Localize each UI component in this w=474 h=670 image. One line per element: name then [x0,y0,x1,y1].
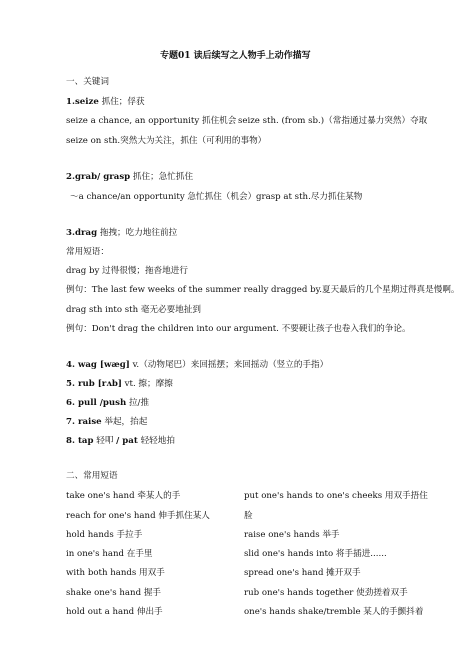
page-title: 专题01 读后续写之人物手上动作描写 [160,51,311,61]
entry-grab [66,171,193,183]
grab-line1b: grasp at sth.尽力抓住某物 [256,192,363,202]
entry-seize-head: 1.seize [66,97,99,107]
entry-rub-head: 5. rub [66,379,95,389]
entry-seize-gloss: 抓住；俘获 [98,97,145,107]
phrase-right: raise one's hands 举手 [244,530,340,540]
phrase-left: reach for one's hand 伸手抓住某人 [66,511,210,521]
phrase-right: 脸 [244,511,253,521]
entry-wag-gloss: v.（动物尾巴）来回摇摆；来回摇动（竖立的手指） [129,360,329,370]
entry-raise [66,416,147,428]
entry-tap-head: 8. tap [66,436,94,446]
phrase-right: put one's hands to one's cheeks 用双手捂住 [244,491,428,501]
entry-drag [66,227,177,239]
phrase-right: rub one's hands together 使劲搓着双手 [244,588,408,598]
entry-wag-head: 4. wag [wæɡ] [66,360,130,370]
phrase-right: slid one's hands into 将手插进...... [244,549,387,559]
grab-line1: ～a chance/an opportunity 急忙抓住（机会） [70,192,257,202]
phrase-right: one's hands shake/tremble 某人的手颤抖着 [244,607,424,617]
phrase-right: spread one's hand 摊开双手 [244,568,361,578]
entry-raise-gloss: 举起，抬起 [101,417,148,427]
section1-heading: 一、关键词 [66,77,109,87]
phrase-left: hold hands 手拉手 [66,530,143,540]
drag-example2: 例句：Don't drag the children into our argument. 不要硬让孩子也卷入我们的争论。 [66,324,411,334]
seize-line1b: seize sth. (from sb.)（常指通过暴力突然）夺取 [238,116,428,126]
entry-pull [66,397,149,409]
phrase-left: with both hands 用双手 [66,568,165,578]
entry-pat-head: / pat [116,436,138,446]
entry-raise-head: 7. raise [66,417,102,427]
entry-rub-gloss: vt. 擦；摩擦 [121,379,173,389]
seize-line2: seize on sth.突然大为关注，抓住（可利用的事物） [66,136,267,146]
drag-example1: 例句：The last few weeks of the summer really dragged by.夏天最后的几个星期过得真是慢啊。 [66,285,460,295]
entry-pull-head: 6. pull /push [66,398,127,408]
entry-tap-gloss: 轻轻地拍 [137,436,175,446]
phrase-left: hold out a hand 伸出手 [66,607,163,617]
entry-drag-head: 3.drag [66,228,98,238]
entry-tap [66,435,175,447]
entry-drag-gloss: 拖拽；吃力地往前拉 [97,228,178,238]
phrase-left: in one's hand 在手里 [66,549,153,559]
entry-grab-gloss: 抓住；急忙抓住 [130,172,194,182]
entry-wag [66,359,328,371]
seize-line1: seize a chance, an opportunity 抓住机会 [66,116,237,126]
phrase-left: take one's hand 牵某人的手 [66,491,181,501]
entry-rub [66,378,173,390]
entry-rub-ipa: [rʌb] [94,379,122,389]
drag-line1: drag by 过得很慢；拖沓地进行 [66,266,188,276]
phrase-left: shake one's hand 握手 [66,588,162,598]
entry-seize [66,96,145,108]
drag-phrases-label: 常用短语： [66,247,109,257]
entry-pull-gloss: 拉/推 [126,398,150,408]
section2-heading: 二、常用短语 [66,471,118,481]
entry-grab-head: 2.grab/ grasp [66,172,131,182]
entry-tap-mid: 轻叩 [93,436,117,446]
drag-line2: drag sth into sth 毫无必要地扯到 [66,305,202,315]
